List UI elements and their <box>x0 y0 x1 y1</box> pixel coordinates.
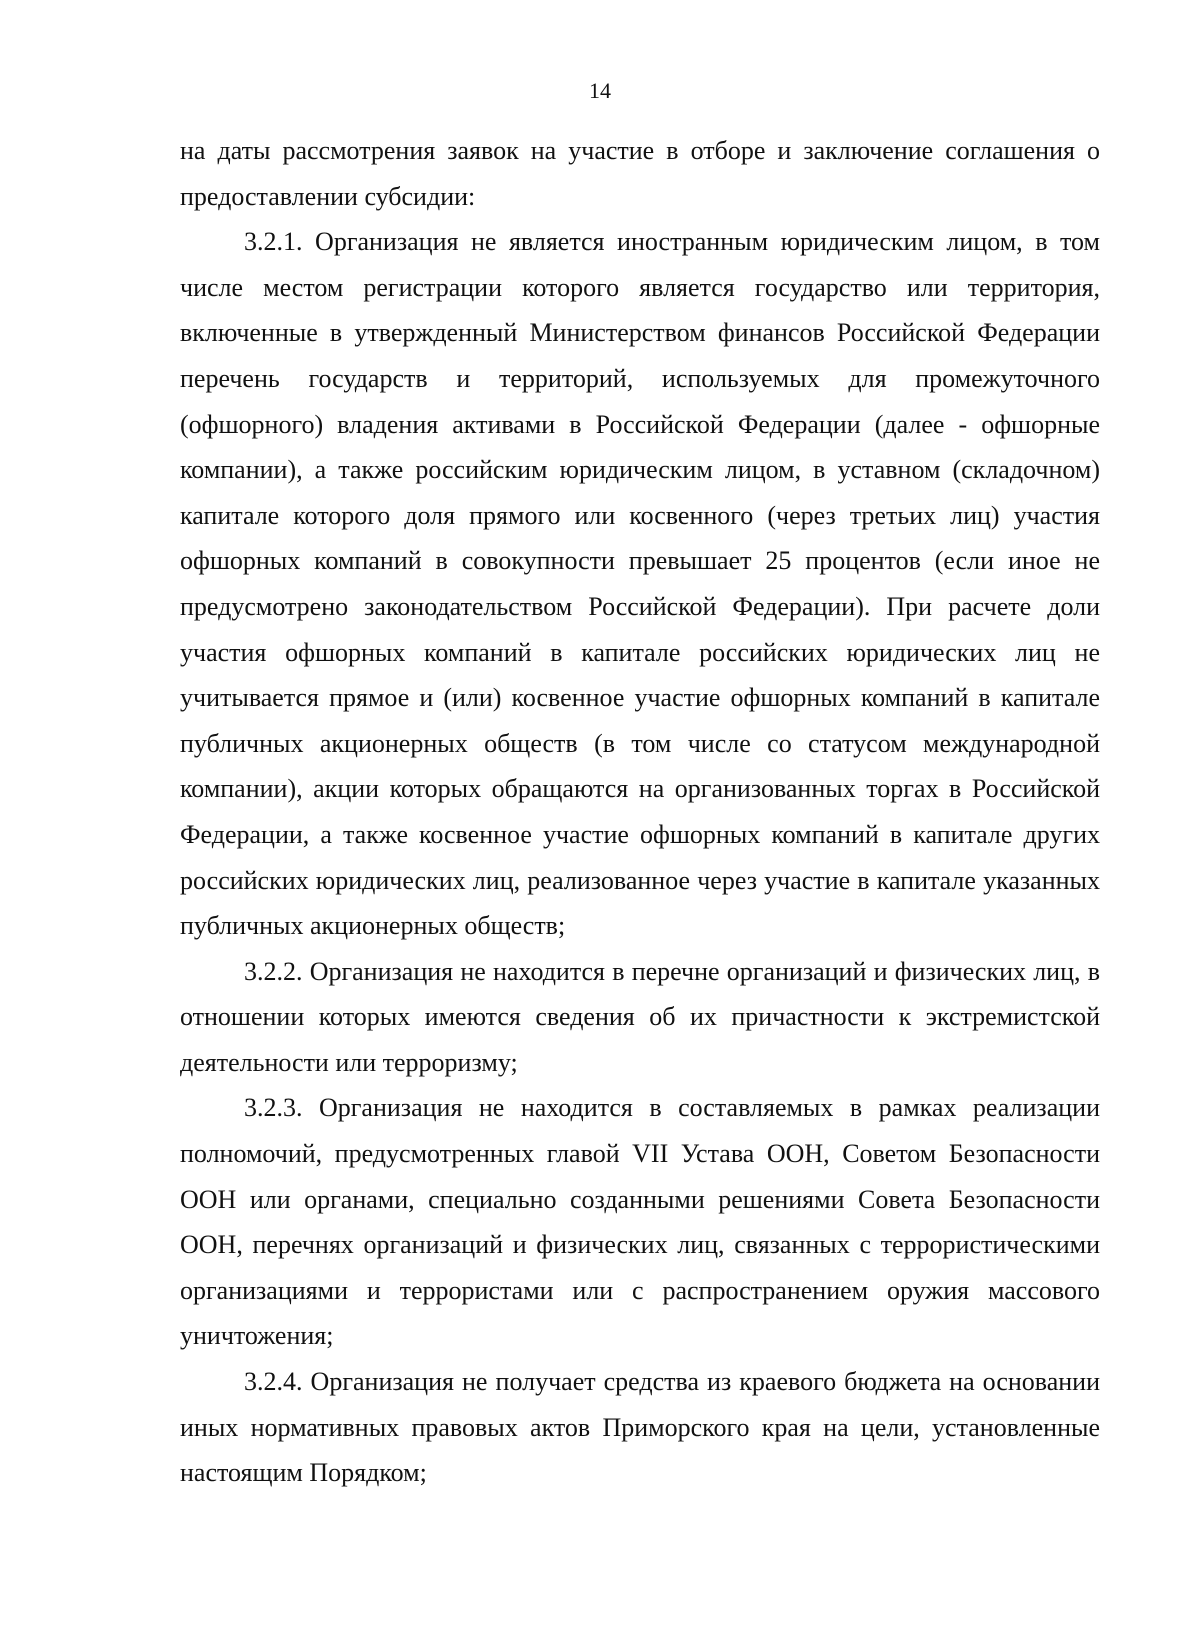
paragraph-3-2-3: 3.2.3. Организация не находится в составляемых в рамках реализации полномочий, предусмотренных главой VII Устава ООН, Советом Безопасности ООН или органами, специально созданными решениями Совета Безопасности ООН, перечнях организаций и физических лиц, связанных с террористическими организациями и террористами или с распространением оружия массового уничтожения; <box>180 1093 1100 1351</box>
paragraph-3-2-2: 3.2.2. Организация не находится в перечне организаций и физических лиц, в отношении которых имеются сведения об их причастности к экстремистской деятельности или терроризму; <box>180 956 1100 1077</box>
paragraph-continuation: на даты рассмотрения заявок на участие в отборе и заключение соглашения о предоставлении субсидии: <box>180 136 1100 211</box>
page-number: 14 <box>589 78 611 103</box>
paragraph-3-2-4: 3.2.4. Организация не получает средства из краевого бюджета на основании иных нормативных правовых актов Приморского края на цели, установленные настоящим Порядком; <box>180 1367 1100 1488</box>
document-body <box>180 128 1100 1496</box>
paragraph-3-2-1: 3.2.1. Организация не является иностранным юридическим лицом, в том числе местом регистрации которого является государство или территория, включенные в утвержденный Министерством финансов Российской Федерации перечень государств и территорий, используемых для промежуточного (офшорного) владения активами в Российской Федерации (далее - офшорные компании), а также российским юридическим лицом, в уставном (складочном) капитале которого доля прямого или косвенного (через третьих лиц) участия офшорных компаний в совокупности превышает 25 процентов (если иное не предусмотрено законодательством Российской Федерации). При расчете доли участия офшорных компаний в капитале российских юридических лиц не учитывается прямое и (или) косвенное участие офшорных компаний в капитале публичных акционерных обществ (в том числе со статусом международной компании), акции которых обращаются на организованных торгах в Российской Федерации, а также косвенное участие офшорных компаний в капитале других российских юридических лиц, реализованное через участие в капитале указанных публичных акционерных обществ; <box>180 227 1100 941</box>
